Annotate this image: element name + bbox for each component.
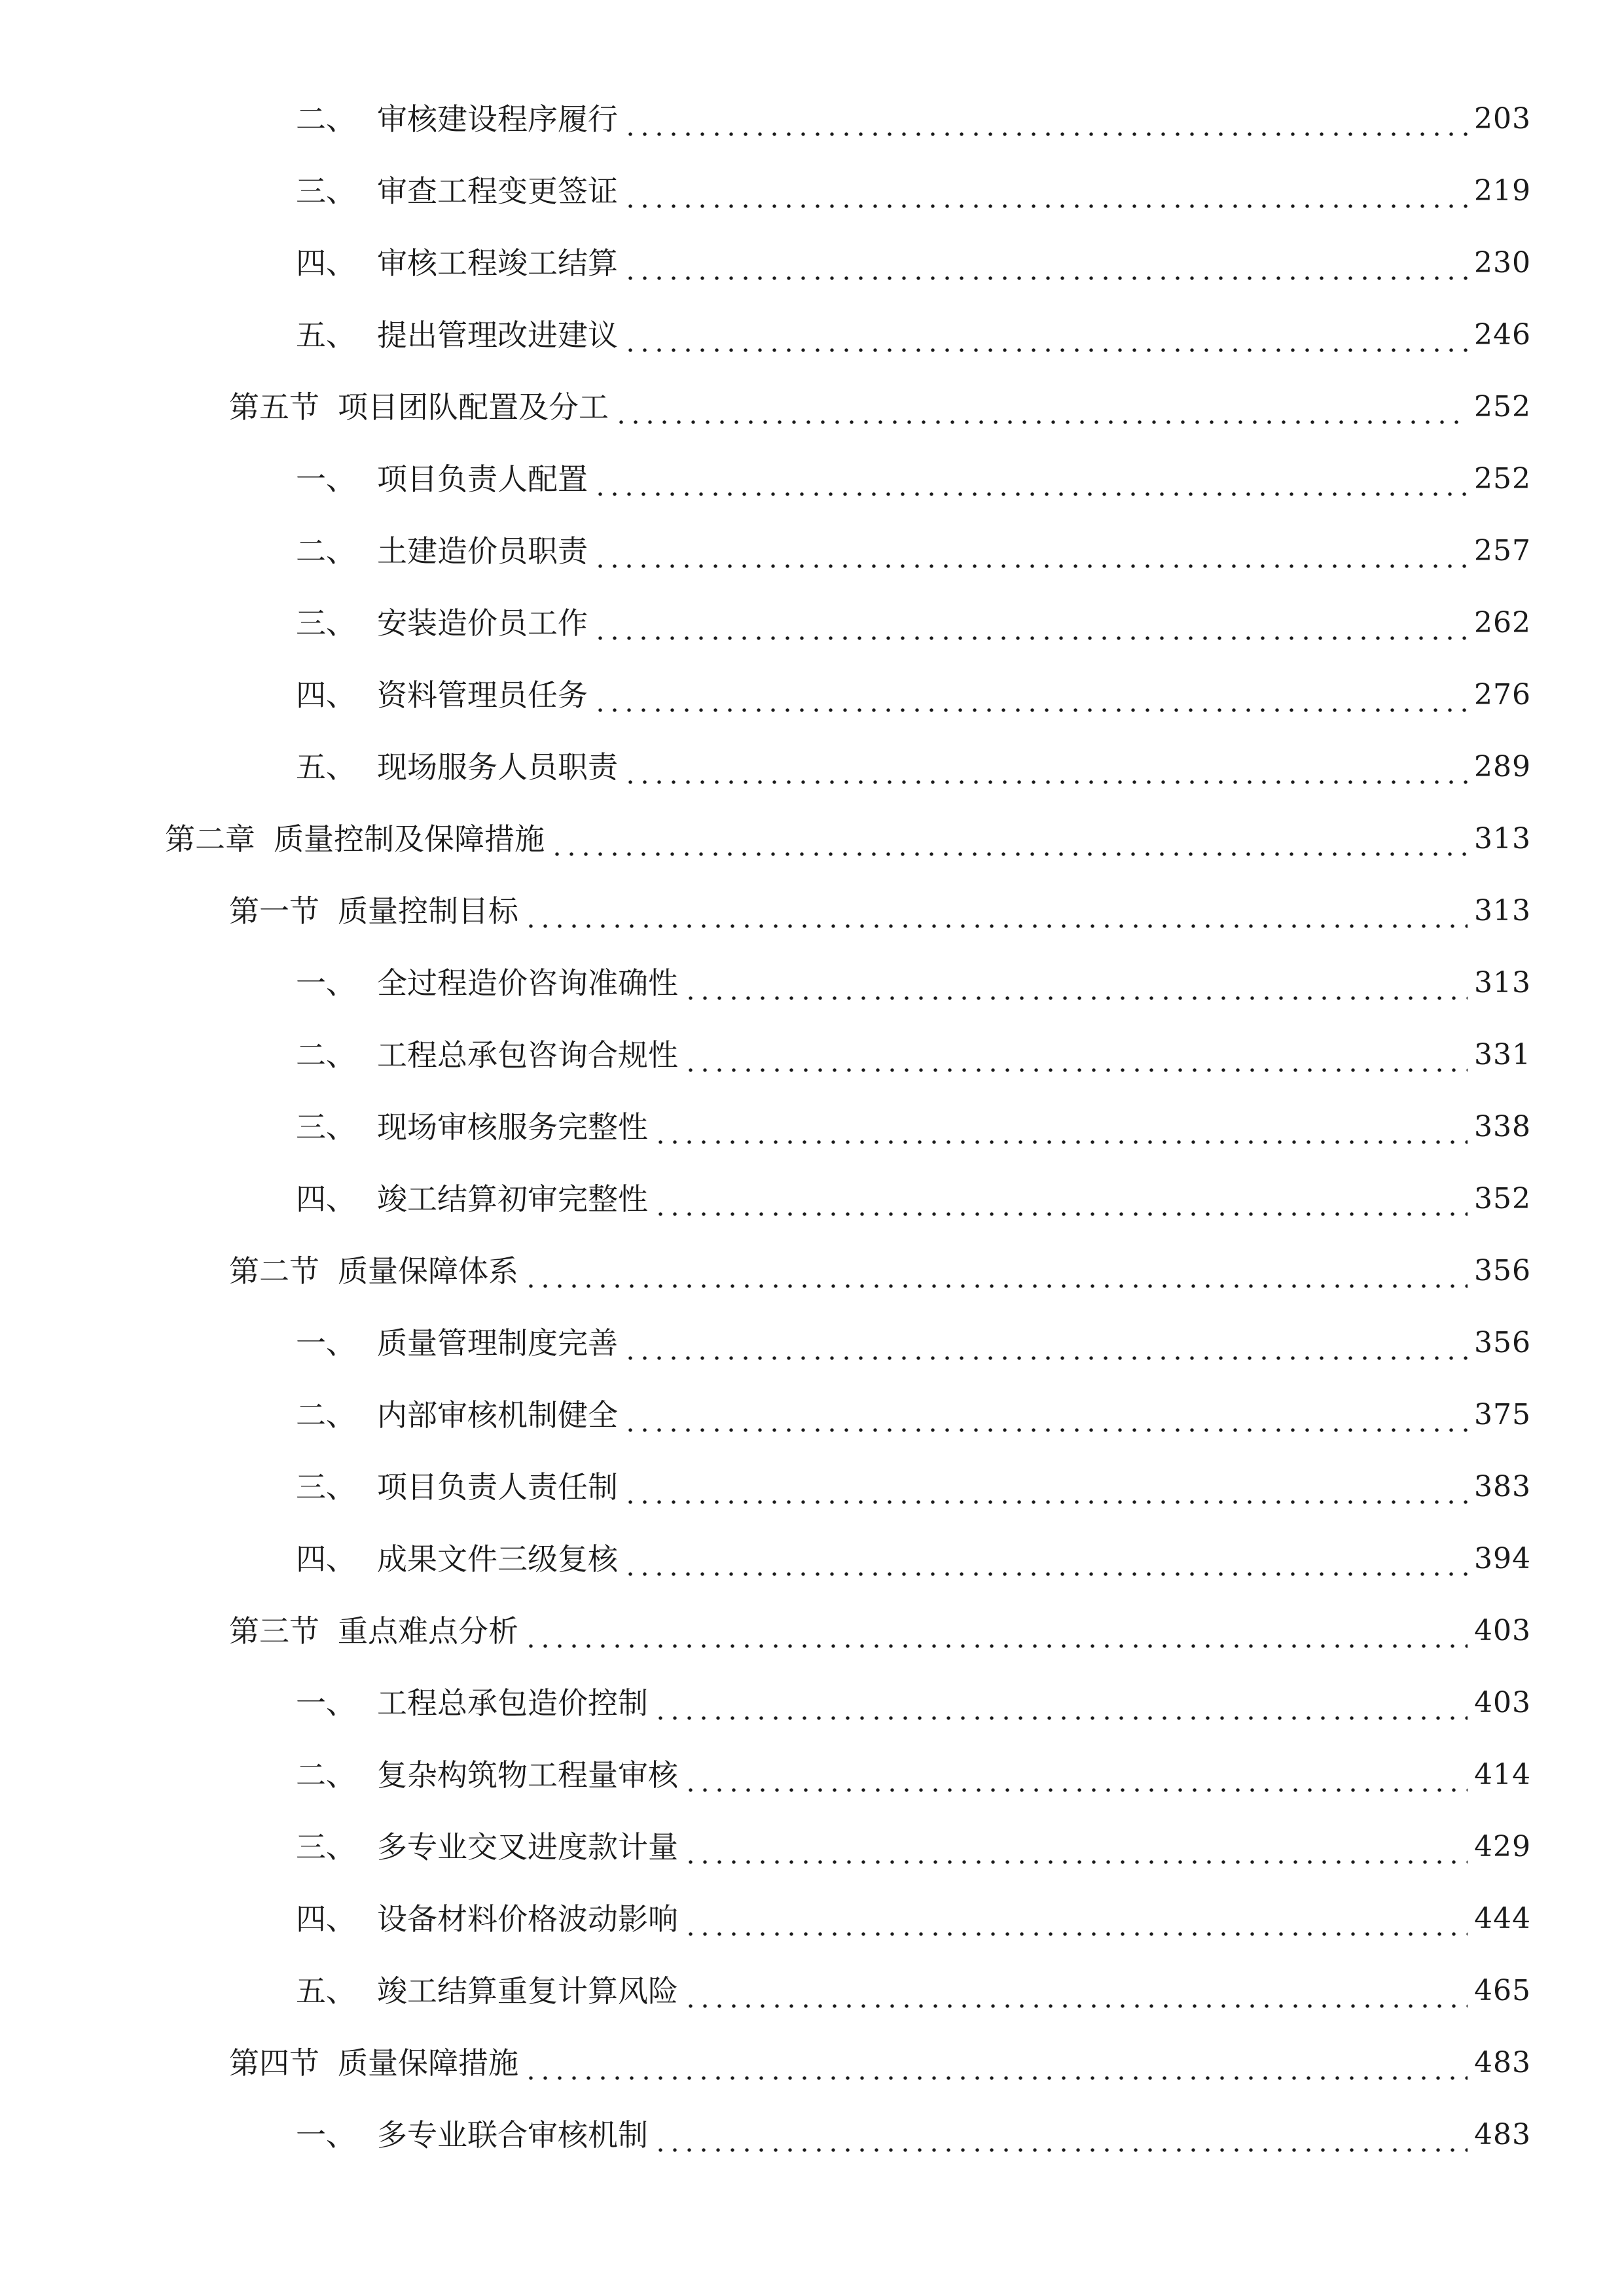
- toc-entry-page-number: 252: [1474, 462, 1531, 495]
- toc-entry-title: 审核工程竣工结算: [377, 245, 618, 281]
- dot-leader: [623, 243, 1468, 283]
- toc-entry-title: 工程总承包咨询合规性: [377, 1037, 678, 1073]
- dot-leader: [653, 2115, 1468, 2155]
- toc-entry-marker: 二、: [296, 1757, 356, 1793]
- toc-entry-marker: 四、: [296, 245, 356, 281]
- toc-entry-marker: 四、: [296, 1901, 356, 1937]
- toc-entry-page-number: 338: [1474, 1110, 1531, 1143]
- dot-leader: [683, 1035, 1468, 1075]
- dot-leader: [524, 1251, 1468, 1291]
- dot-leader: [623, 1467, 1468, 1507]
- toc-entry-page-number: 313: [1474, 894, 1531, 927]
- toc-entry[interactable]: [296, 1821, 1531, 1867]
- toc-entry-title: 项目负责人配置: [377, 461, 588, 497]
- toc-entry-marker: 三、: [296, 1109, 356, 1145]
- dot-leader: [623, 1395, 1468, 1435]
- toc-entry[interactable]: [296, 2109, 1531, 2155]
- toc-entry-title: 多专业交叉进度款计量: [377, 1829, 678, 1865]
- toc-entry[interactable]: [296, 1965, 1531, 2011]
- toc-entry[interactable]: [296, 1317, 1531, 1363]
- toc-entry-marker: 第五节: [229, 389, 319, 425]
- toc-entry[interactable]: [296, 1461, 1531, 1507]
- toc-entry-title: 项目团队配置及分工: [338, 389, 609, 425]
- toc-entry-page-number: 289: [1474, 750, 1531, 783]
- dot-leader: [683, 1899, 1468, 1939]
- dot-leader: [593, 531, 1468, 571]
- toc-entry-page-number: 403: [1474, 1614, 1531, 1647]
- toc-entry-page-number: 252: [1474, 390, 1531, 423]
- toc-entry-title: 安装造价员工作: [377, 605, 588, 641]
- toc-entry-title: 审查工程变更签证: [377, 173, 618, 209]
- toc-entry-marker: 第二节: [229, 1253, 319, 1289]
- toc-entry-page-number: 383: [1474, 1470, 1531, 1503]
- toc-entry-title: 内部审核机制健全: [377, 1397, 618, 1433]
- toc-entry-page-number: 375: [1474, 1398, 1531, 1431]
- toc-entry-page-number: 257: [1474, 534, 1531, 567]
- toc-entry-page-number: 483: [1474, 2046, 1531, 2079]
- toc-entry-marker: 一、: [296, 1685, 356, 1721]
- toc-entry-marker: 四、: [296, 1541, 356, 1577]
- toc-entry-title: 竣工结算初审完整性: [377, 1181, 648, 1217]
- dot-leader: [524, 1611, 1468, 1651]
- toc-entry-title: 质量管理制度完善: [377, 1325, 618, 1361]
- toc-entry-title: 提出管理改进建议: [377, 317, 618, 353]
- toc-entry[interactable]: [296, 1893, 1531, 1939]
- toc-entry-page-number: 246: [1474, 318, 1531, 351]
- toc-entry-marker: 四、: [296, 677, 356, 713]
- dot-leader: [623, 1539, 1468, 1579]
- toc-entry-marker: 三、: [296, 605, 356, 641]
- dot-leader: [683, 1971, 1468, 2011]
- toc-entry-title: 现场服务人员职责: [377, 749, 618, 785]
- toc-entry-marker: 一、: [296, 1325, 356, 1361]
- toc-entry-page-number: 219: [1474, 174, 1531, 207]
- toc-entry[interactable]: [296, 1101, 1531, 1147]
- toc-entry-marker: 四、: [296, 1181, 356, 1217]
- toc-entry[interactable]: [296, 93, 1531, 139]
- dot-leader: [623, 171, 1468, 211]
- toc-entry[interactable]: [229, 2037, 1531, 2083]
- toc-entry-title: 复杂构筑物工程量审核: [377, 1757, 678, 1793]
- toc-entry-page-number: 465: [1474, 1974, 1531, 2007]
- toc-entry-page-number: 230: [1474, 246, 1531, 279]
- toc-entry-page-number: 356: [1474, 1254, 1531, 1287]
- toc-entry[interactable]: [229, 885, 1531, 931]
- toc-entry-title: 土建造价员职责: [377, 533, 588, 569]
- toc-entry[interactable]: [296, 525, 1531, 571]
- toc-entry-title: 现场审核服务完整性: [377, 1109, 648, 1145]
- dot-leader: [550, 819, 1468, 859]
- toc-entry[interactable]: [296, 1173, 1531, 1219]
- toc-entry[interactable]: [296, 669, 1531, 715]
- toc-entry-marker: 一、: [296, 2117, 356, 2153]
- toc-entry-marker: 二、: [296, 533, 356, 569]
- toc-entry-title: 审核建设程序履行: [377, 101, 618, 137]
- toc-entry[interactable]: [296, 1749, 1531, 1795]
- dot-leader: [653, 1683, 1468, 1723]
- toc-entry[interactable]: [296, 957, 1531, 1003]
- toc-entry[interactable]: [296, 1533, 1531, 1579]
- toc-entry-marker: 第三节: [229, 1613, 319, 1649]
- dot-leader: [683, 963, 1468, 1003]
- dot-leader: [623, 747, 1468, 787]
- dot-leader: [524, 2043, 1468, 2083]
- toc-entry-title: 质量保障措施: [338, 2045, 518, 2081]
- toc-entry-marker: 二、: [296, 1397, 356, 1433]
- toc-entry[interactable]: [296, 1677, 1531, 1723]
- dot-leader: [623, 315, 1468, 355]
- dot-leader: [593, 603, 1468, 643]
- dot-leader: [623, 1323, 1468, 1363]
- toc-entry-title: 竣工结算重复计算风险: [377, 1973, 678, 2009]
- toc-entry[interactable]: [229, 1605, 1531, 1651]
- toc-entry[interactable]: [296, 741, 1531, 787]
- toc-entry-marker: 一、: [296, 965, 356, 1001]
- dot-leader: [683, 1755, 1468, 1795]
- toc-entry-marker: 二、: [296, 1037, 356, 1073]
- toc-entry-marker: 三、: [296, 1469, 356, 1505]
- dot-leader: [593, 675, 1468, 715]
- toc-entry[interactable]: [296, 237, 1531, 283]
- toc-entry-marker: 五、: [296, 317, 356, 353]
- dot-leader: [614, 387, 1468, 427]
- toc-entry-title: 项目负责人责任制: [377, 1469, 618, 1505]
- toc-entry-marker: 三、: [296, 1829, 356, 1865]
- toc-entry-page-number: 403: [1474, 1686, 1531, 1719]
- toc-entry-page-number: 262: [1474, 606, 1531, 639]
- toc-entry[interactable]: [165, 813, 1531, 859]
- toc-entry-title: 工程总承包造价控制: [377, 1685, 648, 1721]
- toc-entry-page-number: 414: [1474, 1758, 1531, 1791]
- toc-entry-marker: 五、: [296, 1973, 356, 2009]
- toc-entry-page-number: 429: [1474, 1830, 1531, 1863]
- toc-entry-marker: 第一节: [229, 893, 319, 929]
- toc-entry-title: 设备材料价格波动影响: [377, 1901, 678, 1937]
- toc-entry[interactable]: [229, 1245, 1531, 1291]
- toc-entry-page-number: 313: [1474, 966, 1531, 999]
- dot-leader: [623, 99, 1468, 139]
- dot-leader: [653, 1179, 1468, 1219]
- toc-entry-title: 重点难点分析: [338, 1613, 518, 1649]
- dot-leader: [653, 1107, 1468, 1147]
- dot-leader: [593, 459, 1468, 499]
- dot-leader: [683, 1827, 1468, 1867]
- toc-entry-title: 成果文件三级复核: [377, 1541, 618, 1577]
- toc-entry-marker: 二、: [296, 101, 356, 137]
- toc-entry-title: 多专业联合审核机制: [377, 2117, 648, 2153]
- toc-entry-marker: 第二章: [165, 821, 255, 857]
- toc-entry-marker: 第四节: [229, 2045, 319, 2081]
- dot-leader: [524, 891, 1468, 931]
- toc-entry[interactable]: [296, 453, 1531, 499]
- toc-entry[interactable]: [229, 381, 1531, 427]
- toc-entry-page-number: 394: [1474, 1542, 1531, 1575]
- toc-entry-title: 质量控制目标: [338, 893, 518, 929]
- toc-entry-title: 质量保障体系: [338, 1253, 518, 1289]
- toc-entry[interactable]: [296, 165, 1531, 211]
- toc-entry-title: 质量控制及保障措施: [274, 821, 545, 857]
- toc-entry-title: 资料管理员任务: [377, 677, 588, 713]
- toc-entry-title: 全过程造价咨询准确性: [377, 965, 678, 1001]
- toc-entry-page-number: 352: [1474, 1182, 1531, 1215]
- toc-entry-page-number: 331: [1474, 1038, 1531, 1071]
- toc-entry-marker: 一、: [296, 461, 356, 497]
- toc-entry-page-number: 483: [1474, 2118, 1531, 2151]
- toc-entry-page-number: 313: [1474, 822, 1531, 855]
- toc-entry-marker: 三、: [296, 173, 356, 209]
- toc-entry[interactable]: [296, 1029, 1531, 1075]
- toc-entry-page-number: 356: [1474, 1326, 1531, 1359]
- toc-entry-page-number: 276: [1474, 678, 1531, 711]
- toc-entry-page-number: 203: [1474, 102, 1531, 135]
- toc-entry[interactable]: [296, 1389, 1531, 1435]
- toc-entry[interactable]: [296, 597, 1531, 643]
- toc-entry[interactable]: [296, 309, 1531, 355]
- toc-entry-page-number: 444: [1474, 1902, 1531, 1935]
- toc-entry-marker: 五、: [296, 749, 356, 785]
